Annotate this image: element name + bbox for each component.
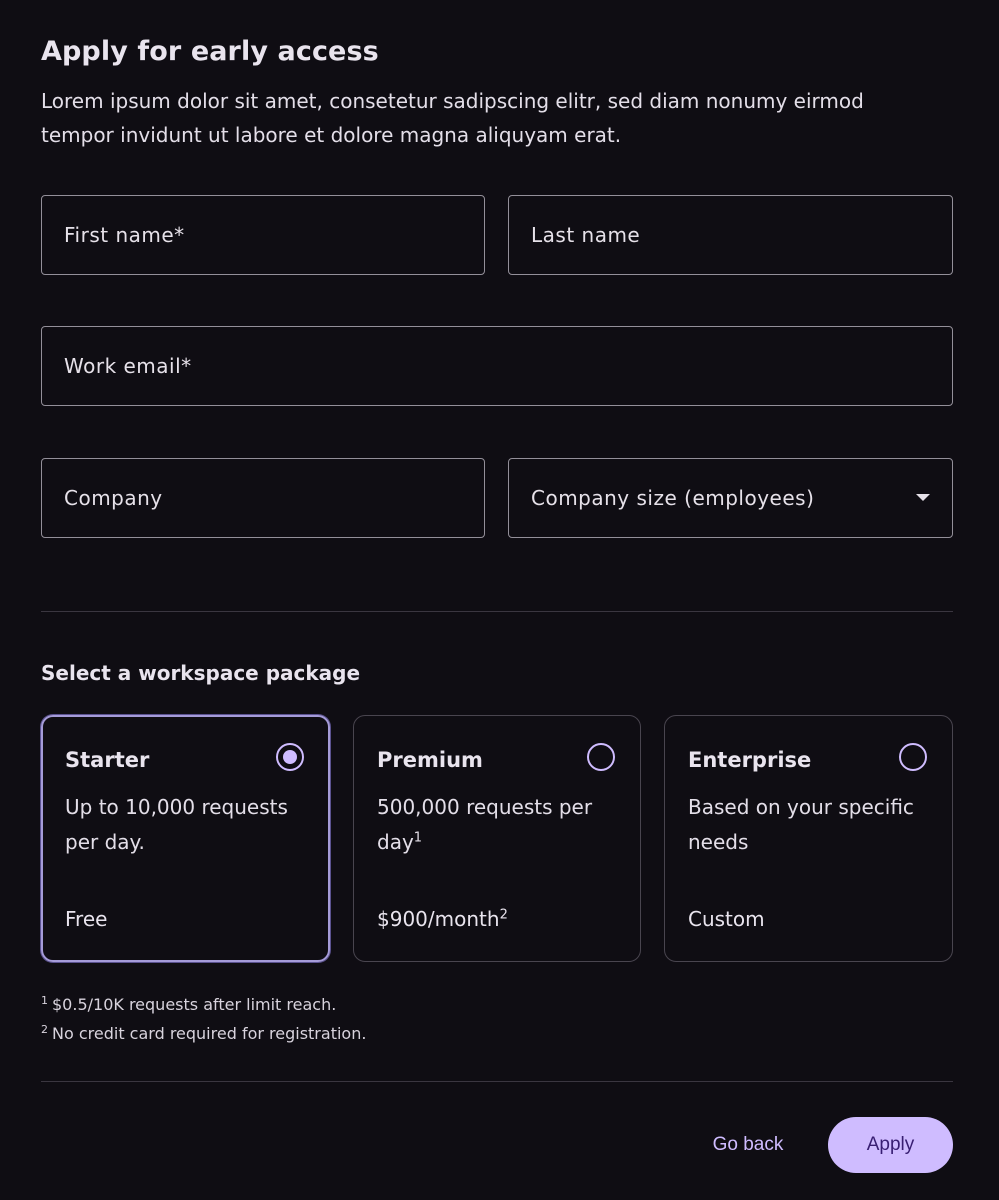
go-back-button[interactable]: Go back: [690, 1117, 806, 1173]
page-subtitle: Lorem ipsum dolor sit amet, consetetur sadipscing elitr, sed diam nonumy eirmod tempor invidunt ut labore et dolore magna aliquyam erat.: [41, 89, 864, 147]
package-description: 500,000 requests per day$^1$: [377, 795, 593, 854]
first-name-label: First name*: [64, 223, 185, 247]
apply-button[interactable]: Apply: [828, 1117, 953, 1173]
footer-divider: [41, 1081, 953, 1082]
package-price: Free: [65, 907, 108, 931]
package-description: Up to 10,000 requests per day.: [65, 795, 288, 854]
section-divider: [41, 611, 953, 612]
package-description: Based on your specific needs: [688, 795, 914, 854]
caret-down-icon: [916, 494, 930, 501]
work-email-field[interactable]: [41, 326, 953, 406]
package-card-starter[interactable]: [41, 715, 330, 962]
company-label: Company: [64, 486, 163, 510]
package-section-title: Select a workspace package: [41, 661, 361, 685]
package-name: Premium: [377, 748, 483, 772]
first-name-field[interactable]: [41, 195, 485, 275]
radio-checked-icon[interactable]: [276, 743, 304, 771]
company-size-label: Company size (employees): [531, 486, 815, 510]
page-title: Apply for early access: [41, 36, 379, 67]
radio-unchecked-icon[interactable]: [587, 743, 615, 771]
radio-unchecked-icon[interactable]: [899, 743, 927, 771]
package-price: Custom: [688, 907, 765, 931]
package-card-enterprise[interactable]: [664, 715, 953, 962]
last-name-field[interactable]: [508, 195, 953, 275]
package-price: $900/month$^2$: [377, 907, 508, 931]
package-name: Enterprise: [688, 748, 812, 772]
work-email-label: Work email*: [64, 354, 192, 378]
last-name-label: Last name: [531, 223, 641, 247]
radio-dot: [283, 750, 297, 764]
company-field[interactable]: [41, 458, 485, 538]
company-size-select[interactable]: [508, 458, 953, 538]
package-name: Starter: [65, 748, 150, 772]
footnote-2: $^2$ No credit card required for registration.: [41, 1022, 367, 1043]
footnote-1: $^1$ $0.5/10K requests after limit reach.: [41, 993, 337, 1014]
package-card-premium[interactable]: [353, 715, 641, 962]
